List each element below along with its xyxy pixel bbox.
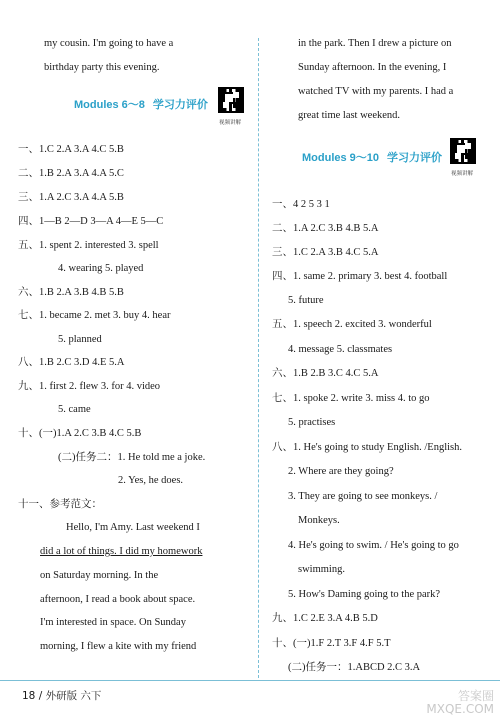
answer-line: 5. future [288,295,324,306]
module-header-9-10 [302,149,442,165]
module-subtitle: 学习力评价 [152,99,208,111]
essay-line: afternoon, I read a book about space. [40,594,196,605]
column-divider [258,38,259,678]
answer-line: Monkeys. [298,515,340,526]
essay-line-underlined: did a lot of things. I did my homework [40,546,203,557]
right-top-line-1: in the park. Then I drew a picture on [298,38,452,49]
answer-line: 三、1.A 2.C 3.A 4.A 5.B [18,192,124,203]
watermark-text: 答案圈 [457,689,494,703]
module-title: Modules 6～8 [74,99,145,111]
essay-line: on Saturday morning. In the [40,570,159,581]
answer-line: 十、(一)1.F 2.T 3.F 4.F 5.T [272,638,391,649]
answer-line: 2. Where are they going? [288,466,394,477]
answer-line: 七、1. became 2. met 3. buy 4. hear [18,310,171,321]
answer-line: 三、1.C 2.A 3.B 4.C 5.A [272,247,379,258]
essay-line: morning, I flew a kite with my friend [40,641,197,652]
answer-line: 十、(一)1.A 2.C 3.B 4.C 5.B [18,428,142,439]
answer-line: 2. Yes, he does. [118,475,184,486]
answer-line: 八、1. He's going to study English. /English. [272,442,463,453]
answer-line: (二)任务二：1. He told me a joke. [58,452,206,463]
answer-line: 二、1.A 2.C 3.B 4.B 5.A [272,223,379,234]
answer-line: 3. They are going to see monkeys. / [288,491,438,502]
essay-line: I'm interested in space. On Sunday [40,617,186,628]
watermark-url: MXQE.COM [426,702,494,716]
answer-line: 四、1. same 2. primary 3. best 4. football [272,271,448,282]
module-subtitle: 学习力评价 [387,152,443,164]
answer-line: 六、1.B 2.A 3.B 4.B 5.B [18,287,124,298]
right-top-line-4: great time last weekend. [298,110,401,121]
answer-line: 五、1. speech 2. excited 3. wonderful [272,319,432,330]
answer-line: 5. practises [288,417,336,428]
qr-label: 视频讲解 [451,171,474,177]
watermark-logo [426,690,494,716]
answer-line: 一、4 2 5 3 1 [272,199,330,210]
qr-label: 视频讲解 [219,120,242,126]
answer-line: 4. wearing 5. played [58,263,144,274]
answer-line: 七、1. spoke 2. write 3. miss 4. to go [272,393,430,404]
left-top-line-2: birthday party this evening. [44,62,160,73]
module-title: Modules 9～10 [302,152,380,164]
answer-line: 九、1. first 2. flew 3. for 4. video [18,381,161,392]
qr-code-icon[interactable] [218,87,244,113]
answer-line: 4. He's going to swim. / He's going to go [288,540,459,551]
right-top-line-2: Sunday afternoon. In the evening, I [298,62,447,73]
essay-line: Hello, I'm Amy. Last weekend I [66,522,200,533]
footer-rule [0,680,500,681]
answer-line: 八、1.B 2.C 3.D 4.E 5.A [18,357,125,368]
answer-line: 五、1. spent 2. interested 3. spell [18,240,159,251]
answer-line: swimming. [298,564,345,575]
page-footer: 18 / 外研版 六下 [22,690,102,702]
answer-line: 六、1.B 2.B 3.C 4.C 5.A [272,368,379,379]
answer-line: 5. came [58,404,91,415]
right-top-line-3: watched TV with my parents. I had a [298,86,454,97]
answer-line: 四、1—B 2—D 3—A 4—E 5—C [18,216,164,227]
answer-line: 二、1.B 2.A 3.A 4.A 5.C [18,168,124,179]
left-top-line-1: my cousin. I'm going to have a [44,38,174,49]
answer-line: 4. message 5. classmates [288,344,393,355]
answer-line: 5. planned [58,334,102,345]
answer-line: 九、1.C 2.E 3.A 4.B 5.D [272,613,378,624]
module-header-6-8 [74,96,208,112]
answer-line: (二)任务一：1.ABCD 2.C 3.A [288,662,421,673]
qr-code-icon[interactable] [450,138,476,164]
answer-line: 十一、参考范文： [18,499,102,510]
answer-line: 一、1.C 2.A 3.A 4.C 5.B [18,144,124,155]
answer-line: 5. How's Daming going to the park? [288,589,441,600]
